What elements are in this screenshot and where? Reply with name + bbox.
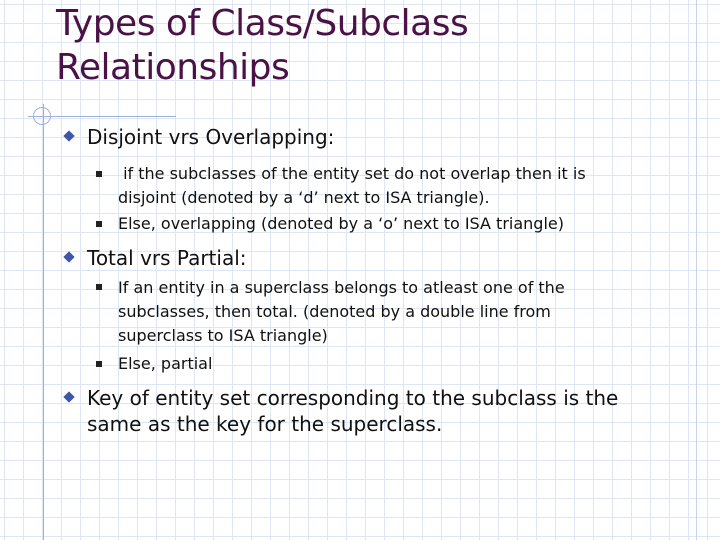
square-bullet-icon xyxy=(96,361,102,367)
right-border-line xyxy=(696,0,697,540)
sub-bullet-line: disjoint (denoted by a ‘d’ next to ISA triangle). xyxy=(118,188,490,207)
sub-bullet-line: Else, overlapping (denoted by a ‘o’ next to ISA triangle) xyxy=(118,214,564,233)
sub-bullet-overlapping xyxy=(118,212,678,236)
title-line-1: Types of Class/Subclass xyxy=(56,3,469,44)
diamond-bullet-icon xyxy=(63,391,74,402)
square-bullet-icon xyxy=(96,221,102,227)
title-line-2: Relationships xyxy=(56,47,290,88)
sub-bullet-total xyxy=(118,276,678,348)
bullet-key-of-entity-set xyxy=(87,385,618,437)
sub-bullet-line: if the subclasses of the entity set do not overlap then it is xyxy=(118,164,586,183)
square-bullet-icon xyxy=(96,171,102,177)
bullet-line: same as the key for the superclass. xyxy=(87,412,443,436)
bullet-total-partial: Total vrs Partial: xyxy=(87,246,247,270)
decorative-circle-icon xyxy=(33,107,51,125)
diamond-bullet-icon xyxy=(63,130,74,141)
slide-title xyxy=(56,2,696,90)
square-bullet-icon xyxy=(96,284,102,290)
sub-bullet-partial xyxy=(118,352,678,376)
decorative-vertical-line xyxy=(43,104,44,540)
sub-bullet-line: If an entity in a superclass belongs to atleast one of the xyxy=(118,278,565,297)
diamond-bullet-icon xyxy=(63,251,74,262)
bullet-disjoint-overlapping: Disjoint vrs Overlapping: xyxy=(87,125,335,149)
sub-bullet-line: subclasses, then total. (denoted by a double line from xyxy=(118,302,551,321)
sub-bullet-line: Else, partial xyxy=(118,354,213,373)
sub-bullet-disjoint xyxy=(118,162,678,210)
sub-bullet-line: superclass to ISA triangle) xyxy=(118,326,328,345)
bullet-line: Key of entity set corresponding to the subclass is the xyxy=(87,386,619,410)
